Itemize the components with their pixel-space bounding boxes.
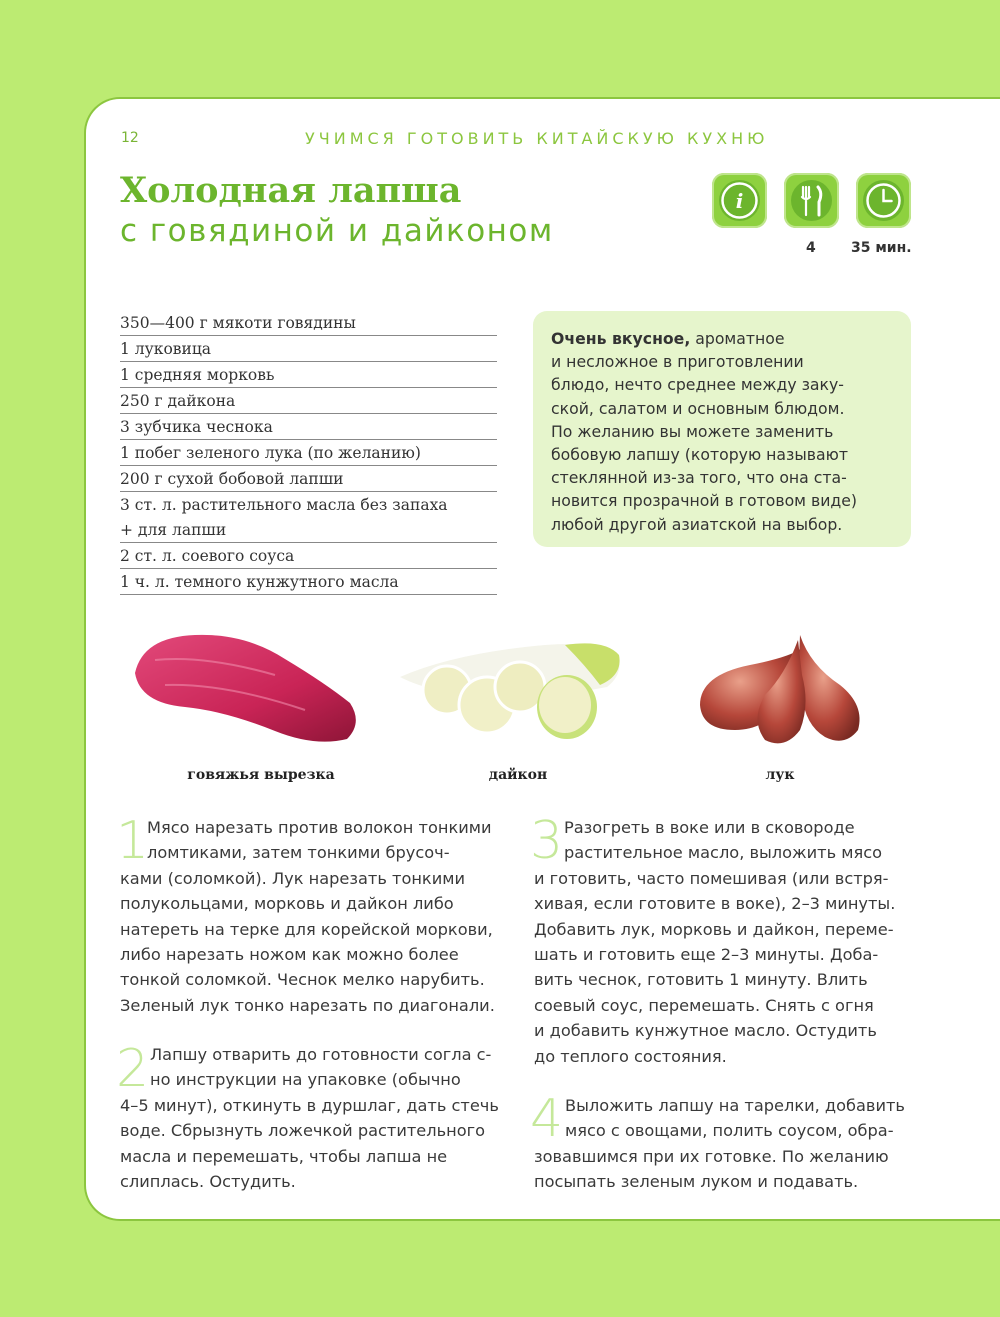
note-line: По желанию вы можете заменить <box>551 421 834 441</box>
step-number: 1 <box>116 811 150 871</box>
ingredient-item: 1 средняя морковь <box>120 362 497 388</box>
step-line: до теплого состояния. <box>534 1046 727 1066</box>
step-line: Разогреть в воке или в сковороде <box>564 818 855 837</box>
fork-knife-icon <box>784 173 839 228</box>
step-line: воде. Сбрызнуть ложечкой растительного <box>120 1121 486 1141</box>
step-line: растительное масло, выложить мясо <box>564 843 883 863</box>
note-line: и несложное в приготовлении <box>551 352 804 372</box>
step-line: либо нарезать ножом как можно более <box>120 945 459 965</box>
note-line: стеклянной из-за того, что она ста- <box>551 468 847 488</box>
step-line: и добавить кунжутное масло. Остудить <box>534 1021 877 1041</box>
info-icon <box>712 173 767 228</box>
step-line: тонкой соломкой. Чеснок мелко нарубить. <box>120 970 485 990</box>
note-line: ароматное <box>690 329 785 348</box>
step-1 <box>120 815 495 1018</box>
step-line: слиплась. Остудить. <box>120 1172 296 1192</box>
note-line: новится прозрачной в готовом виде) <box>551 491 858 511</box>
ingredient-list <box>120 310 497 595</box>
step-line: Добавить лук, морковь и дайкон, переме- <box>534 919 894 939</box>
servings-value: 4 <box>806 240 816 256</box>
recipe-title: Холодная лапша <box>120 170 462 211</box>
svg-text:i: i <box>735 189 744 213</box>
step-line: но инструкции на упаковке (обычно <box>150 1070 461 1090</box>
note-line: ской, салатом и основным блюдом. <box>551 398 845 418</box>
beef-caption: говяжья вырезка <box>187 767 335 783</box>
note-line: блюдо, нечто среднее между заку- <box>551 375 844 395</box>
ingredient-item: 1 луковица <box>120 336 497 362</box>
running-title: УЧИМСЯ ГОТОВИТЬ КИТАЙСКУЮ КУХНЮ <box>305 129 769 148</box>
step-line: мясо с овощами, полить соусом, обра- <box>565 1121 894 1141</box>
recipe-note <box>533 311 911 547</box>
step-line: соевый соус, перемешать. Снять с огня <box>534 995 874 1015</box>
step-3 <box>534 815 895 1069</box>
note-line: бобовую лапшу (которую называют <box>551 445 848 465</box>
step-line: ками (соломкой). Лук нарезать тонкими <box>120 868 465 888</box>
ingredient-item: 3 ст. л. растительного масла без запаха <box>120 496 448 514</box>
step-4 <box>534 1093 905 1195</box>
step-line: Мясо нарезать против волокон тонкими <box>147 818 492 837</box>
note-line: любой другой азиатской на выбор. <box>551 514 843 534</box>
step-line: Выложить лапшу на тарелки, добавить <box>565 1096 905 1115</box>
step-line: зовавшимся при их готовке. По желанию <box>534 1146 889 1166</box>
clock-icon <box>856 173 911 228</box>
ingredient-item: 1 ч. л. темного кунжутного масла <box>120 569 497 595</box>
recipe-subtitle: с говядиной и дайконом <box>120 213 554 249</box>
step-line: Лапшу отварить до готовности согла с- <box>150 1045 492 1064</box>
step-number: 3 <box>530 811 564 871</box>
step-line: натереть на терке для корейской моркови, <box>120 919 493 939</box>
step-line: вить чеснок, готовить 1 минуту. Влить <box>534 970 868 990</box>
onion-caption: лук <box>765 767 795 783</box>
beef-photo <box>125 625 365 750</box>
step-line: Зеленый лук тонко нарезать по диагонали. <box>120 995 495 1015</box>
ingredient-item: + для лапши <box>120 517 497 543</box>
page-number: 12 <box>121 130 139 146</box>
step-line: 4–5 минут), откинуть в дуршлаг, дать стечь <box>120 1095 499 1115</box>
step-number: 2 <box>116 1039 150 1099</box>
ingredient-item: 2 ст. л. соевого соуса <box>120 543 497 569</box>
daikon-photo <box>395 635 625 745</box>
step-line: посыпать зеленым луком и подавать. <box>534 1172 859 1192</box>
time-value: 35 мин. <box>851 240 912 256</box>
ingredient-item: 3 зубчика чеснока <box>120 414 497 440</box>
ingredient-item: 250 г дайкона <box>120 388 497 414</box>
step-2 <box>120 1042 499 1194</box>
ingredient-item: 200 г сухой бобовой лапши <box>120 466 497 492</box>
step-line: хивая, если готовите в воке), 2–3 минуты. <box>534 894 896 914</box>
step-line: ломтиками, затем тонкими брусоч- <box>147 843 450 863</box>
ingredient-item: 350—400 г мякоти говядины <box>120 310 497 336</box>
step-line: шать и готовить еще 2–3 минуты. Доба- <box>534 945 879 965</box>
step-line: и готовить, часто помешивая (или встря- <box>534 868 889 888</box>
daikon-caption: дайкон <box>488 767 548 783</box>
note-lead: Очень вкусное, <box>551 329 691 348</box>
step-line: полукольцами, морковь и дайкон либо <box>120 894 454 914</box>
onion-photo <box>690 635 870 750</box>
step-line: масла и перемешать, чтобы лапша не <box>120 1146 448 1166</box>
step-number: 4 <box>530 1089 564 1149</box>
ingredient-item: 1 побег зеленого лука (по желанию) <box>120 440 497 466</box>
